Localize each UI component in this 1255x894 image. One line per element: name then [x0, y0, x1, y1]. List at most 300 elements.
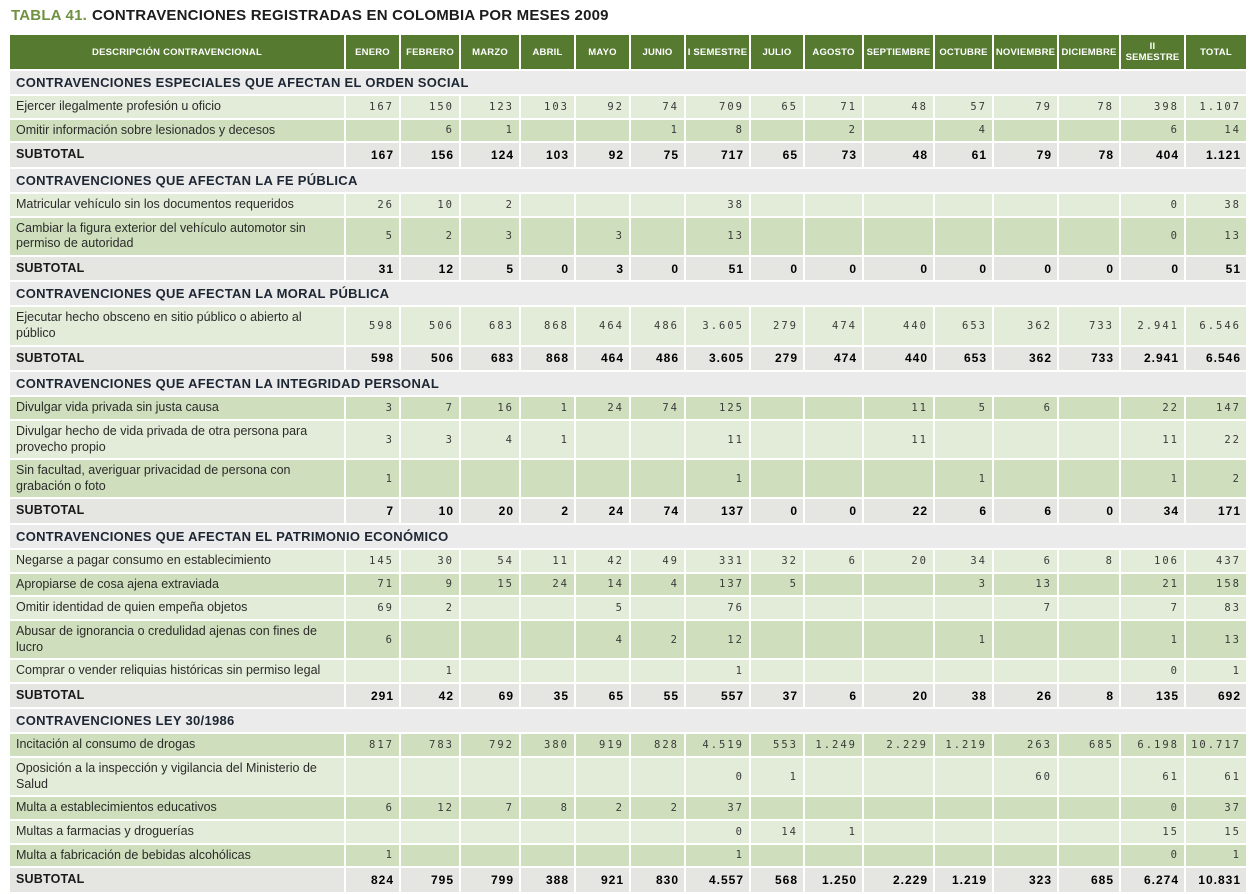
value-cell: 1	[686, 660, 751, 684]
value-cell: 103	[521, 96, 576, 120]
section-header-row-3	[10, 372, 1246, 397]
value-cell: 71	[805, 96, 864, 120]
value-cell: 4	[576, 621, 631, 660]
subtotal-value-cell: 653	[935, 347, 994, 373]
value-cell	[1059, 597, 1121, 621]
subtotal-value-cell: 6	[994, 499, 1059, 525]
value-cell	[805, 460, 864, 499]
subtotal-label: SUBTOTAL	[10, 347, 346, 373]
value-cell: 440	[864, 307, 935, 346]
value-cell: 1	[1186, 845, 1246, 869]
value-cell: 6	[1121, 120, 1186, 144]
value-cell: 38	[1186, 194, 1246, 218]
value-cell	[461, 845, 521, 869]
subtotal-value-cell: 1.121	[1186, 143, 1246, 169]
value-cell: 12	[686, 621, 751, 660]
value-cell	[935, 660, 994, 684]
value-cell	[461, 758, 521, 797]
value-cell: 11	[686, 421, 751, 460]
value-cell: 6	[346, 797, 401, 821]
value-cell	[864, 845, 935, 869]
value-cell: 919	[576, 734, 631, 758]
row-label: Cambiar la figura exterior del vehículo automotor sin permiso de autoridad	[10, 218, 346, 257]
subtotal-value-cell: 48	[864, 143, 935, 169]
value-cell	[576, 821, 631, 845]
subtotal-value-cell: 279	[751, 347, 805, 373]
value-cell: 37	[1186, 797, 1246, 821]
value-cell: 733	[1059, 307, 1121, 346]
value-cell: 4	[461, 421, 521, 460]
value-cell	[521, 660, 576, 684]
value-cell: 1.249	[805, 734, 864, 758]
value-cell	[1059, 120, 1121, 144]
column-header-8: JULIO	[751, 35, 805, 71]
value-cell	[576, 194, 631, 218]
value-cell	[935, 821, 994, 845]
value-cell	[1059, 460, 1121, 499]
value-cell	[401, 845, 461, 869]
value-cell: 158	[1186, 574, 1246, 598]
value-cell: 8	[686, 120, 751, 144]
subtotal-value-cell: 92	[576, 143, 631, 169]
column-header-13: DICIEMBRE	[1059, 35, 1121, 71]
value-cell: 10.717	[1186, 734, 1246, 758]
value-cell: 30	[401, 550, 461, 574]
subtotal-value-cell: 51	[1186, 257, 1246, 283]
value-cell: 817	[346, 734, 401, 758]
value-cell	[935, 845, 994, 869]
value-cell	[461, 660, 521, 684]
value-cell: 709	[686, 96, 751, 120]
subtotal-value-cell: 464	[576, 347, 631, 373]
value-cell	[751, 120, 805, 144]
value-cell: 2	[631, 797, 686, 821]
value-cell: 15	[1121, 821, 1186, 845]
row-label: Sin facultad, averiguar privacidad de persona con grabación o foto	[10, 460, 346, 499]
column-header-10: SEPTIEMBRE	[864, 35, 935, 71]
table-row	[10, 758, 1246, 797]
value-cell	[576, 758, 631, 797]
value-cell: 1	[751, 758, 805, 797]
subtotal-value-cell: 474	[805, 347, 864, 373]
value-cell	[521, 218, 576, 257]
value-cell: 1	[935, 621, 994, 660]
value-cell	[346, 660, 401, 684]
row-label: Comprar o vender reliquias históricas sin permiso legal	[10, 660, 346, 684]
value-cell: 15	[1186, 821, 1246, 845]
value-cell: 3	[346, 397, 401, 421]
table-caption: CONTRAVENCIONES REGISTRADAS EN COLOMBIA POR MESES 2009	[91, 7, 609, 24]
value-cell	[631, 460, 686, 499]
subtotal-value-cell: 55	[631, 684, 686, 710]
value-cell	[1059, 397, 1121, 421]
value-cell	[994, 218, 1059, 257]
subtotal-value-cell: 79	[994, 143, 1059, 169]
value-cell	[521, 758, 576, 797]
value-cell: 1	[346, 460, 401, 499]
subtotal-value-cell: 78	[1059, 143, 1121, 169]
section-header-row-5	[10, 709, 1246, 734]
value-cell: 125	[686, 397, 751, 421]
value-cell: 74	[631, 96, 686, 120]
value-cell	[935, 597, 994, 621]
value-cell: 0	[1121, 845, 1186, 869]
value-cell: 83	[1186, 597, 1246, 621]
subtotal-value-cell: 6	[805, 684, 864, 710]
value-cell: 0	[1121, 194, 1186, 218]
table-row	[10, 120, 1246, 144]
subtotal-value-cell: 20	[864, 684, 935, 710]
value-cell: 11	[864, 397, 935, 421]
value-cell: 1.107	[1186, 96, 1246, 120]
value-cell: 398	[1121, 96, 1186, 120]
subtotal-value-cell: 135	[1121, 684, 1186, 710]
subtotal-value-cell: 156	[401, 143, 461, 169]
row-label: Negarse a pagar consumo en establecimiento	[10, 550, 346, 574]
value-cell	[346, 821, 401, 845]
value-cell: 106	[1121, 550, 1186, 574]
section-header-row-0	[10, 71, 1246, 96]
table-number: TABLA 41.	[11, 7, 87, 24]
subtotal-value-cell: 0	[1059, 499, 1121, 525]
subtotal-row	[10, 347, 1246, 373]
value-cell: 4	[631, 574, 686, 598]
value-cell	[521, 597, 576, 621]
value-cell: 57	[935, 96, 994, 120]
value-cell	[461, 621, 521, 660]
value-cell: 6.198	[1121, 734, 1186, 758]
subtotal-value-cell: 717	[686, 143, 751, 169]
subtotal-value-cell: 0	[805, 499, 864, 525]
subtotal-value-cell: 0	[1121, 257, 1186, 283]
value-cell: 7	[401, 397, 461, 421]
row-label: Oposición a la inspección y vigilancia del Ministerio de Salud	[10, 758, 346, 797]
subtotal-label: SUBTOTAL	[10, 684, 346, 710]
value-cell: 150	[401, 96, 461, 120]
value-cell: 6	[346, 621, 401, 660]
value-cell: 13	[1186, 218, 1246, 257]
value-cell: 11	[864, 421, 935, 460]
value-cell: 123	[461, 96, 521, 120]
value-cell: 34	[935, 550, 994, 574]
value-cell	[401, 460, 461, 499]
value-cell: 486	[631, 307, 686, 346]
subtotal-value-cell: 73	[805, 143, 864, 169]
value-cell: 32	[751, 550, 805, 574]
subtotal-value-cell: 568	[751, 868, 805, 894]
value-cell: 5	[935, 397, 994, 421]
value-cell: 1	[461, 120, 521, 144]
subtotal-value-cell: 440	[864, 347, 935, 373]
value-cell: 4.519	[686, 734, 751, 758]
value-cell	[751, 421, 805, 460]
value-cell	[864, 621, 935, 660]
value-cell	[576, 421, 631, 460]
section-title: CONTRAVENCIONES LEY 30/1986	[10, 709, 1246, 734]
value-cell	[631, 597, 686, 621]
subtotal-value-cell: 2	[521, 499, 576, 525]
value-cell: 24	[576, 397, 631, 421]
table-row	[10, 574, 1246, 598]
value-cell	[864, 597, 935, 621]
value-cell: 61	[1121, 758, 1186, 797]
value-cell: 5	[346, 218, 401, 257]
value-cell: 76	[686, 597, 751, 621]
section-title: CONTRAVENCIONES QUE AFECTAN LA INTEGRIDAD PERSONAL	[10, 372, 1246, 397]
table-row	[10, 194, 1246, 218]
value-cell	[521, 821, 576, 845]
value-cell	[751, 660, 805, 684]
value-cell: 65	[751, 96, 805, 120]
value-cell: 653	[935, 307, 994, 346]
value-cell	[994, 845, 1059, 869]
value-cell	[864, 218, 935, 257]
column-header-1: ENERO	[346, 35, 401, 71]
value-cell: 54	[461, 550, 521, 574]
subtotal-value-cell: 75	[631, 143, 686, 169]
section-title: CONTRAVENCIONES QUE AFECTAN LA MORAL PÚBLICA	[10, 282, 1246, 307]
value-cell: 2	[1186, 460, 1246, 499]
subtotal-value-cell: 171	[1186, 499, 1246, 525]
value-cell: 362	[994, 307, 1059, 346]
section-title: CONTRAVENCIONES ESPECIALES QUE AFECTAN EL ORDEN SOCIAL	[10, 71, 1246, 96]
value-cell: 868	[521, 307, 576, 346]
table-row	[10, 550, 1246, 574]
value-cell: 553	[751, 734, 805, 758]
subtotal-value-cell: 51	[686, 257, 751, 283]
value-cell	[521, 194, 576, 218]
subtotal-value-cell: 6	[935, 499, 994, 525]
value-cell	[521, 460, 576, 499]
value-cell: 12	[401, 797, 461, 821]
value-cell	[1059, 797, 1121, 821]
value-cell	[751, 460, 805, 499]
table-row	[10, 421, 1246, 460]
value-cell: 16	[461, 397, 521, 421]
table-row	[10, 307, 1246, 346]
column-header-0: DESCRIPCIÓN CONTRAVENCIONAL	[10, 35, 346, 71]
table-title	[11, 7, 1246, 24]
subtotal-value-cell: 5	[461, 257, 521, 283]
value-cell: 6	[805, 550, 864, 574]
subtotal-value-cell: 685	[1059, 868, 1121, 894]
value-cell	[805, 797, 864, 821]
value-cell	[994, 621, 1059, 660]
value-cell: 0	[686, 821, 751, 845]
subtotal-value-cell: 0	[864, 257, 935, 283]
value-cell: 792	[461, 734, 521, 758]
subtotal-value-cell: 1.219	[935, 868, 994, 894]
value-cell	[805, 397, 864, 421]
table-row	[10, 797, 1246, 821]
value-cell: 3	[346, 421, 401, 460]
subtotal-value-cell: 0	[521, 257, 576, 283]
value-cell	[1059, 758, 1121, 797]
value-cell: 71	[346, 574, 401, 598]
subtotal-row	[10, 868, 1246, 894]
column-header-2: FEBRERO	[401, 35, 461, 71]
value-cell: 1	[1121, 621, 1186, 660]
value-cell	[994, 797, 1059, 821]
value-cell	[751, 218, 805, 257]
column-header-3: MARZO	[461, 35, 521, 71]
subtotal-label: SUBTOTAL	[10, 257, 346, 283]
value-cell	[631, 821, 686, 845]
value-cell: 2.941	[1121, 307, 1186, 346]
value-cell: 145	[346, 550, 401, 574]
value-cell	[631, 758, 686, 797]
table-row	[10, 821, 1246, 845]
column-header-5: MAYO	[576, 35, 631, 71]
value-cell	[1059, 621, 1121, 660]
value-cell: 464	[576, 307, 631, 346]
subtotal-value-cell: 0	[935, 257, 994, 283]
subtotal-row	[10, 257, 1246, 283]
value-cell: 1	[1186, 660, 1246, 684]
column-header-14: II SEMESTRE	[1121, 35, 1186, 71]
subtotal-value-cell: 2.229	[864, 868, 935, 894]
value-cell: 474	[805, 307, 864, 346]
value-cell: 4	[935, 120, 994, 144]
subtotal-value-cell: 692	[1186, 684, 1246, 710]
table-row	[10, 597, 1246, 621]
value-cell	[576, 120, 631, 144]
subtotal-value-cell: 10.831	[1186, 868, 1246, 894]
subtotal-value-cell: 4.557	[686, 868, 751, 894]
table-row	[10, 460, 1246, 499]
value-cell: 1	[401, 660, 461, 684]
subtotal-value-cell: 0	[631, 257, 686, 283]
table-row	[10, 96, 1246, 120]
value-cell: 13	[994, 574, 1059, 598]
value-cell: 60	[994, 758, 1059, 797]
subtotal-value-cell: 6.546	[1186, 347, 1246, 373]
value-cell: 69	[346, 597, 401, 621]
value-cell	[1059, 845, 1121, 869]
value-cell: 167	[346, 96, 401, 120]
value-cell	[994, 194, 1059, 218]
value-cell: 38	[686, 194, 751, 218]
value-cell	[401, 621, 461, 660]
value-cell	[521, 845, 576, 869]
subtotal-value-cell: 6.274	[1121, 868, 1186, 894]
value-cell	[631, 218, 686, 257]
value-cell	[994, 120, 1059, 144]
value-cell	[1059, 660, 1121, 684]
row-label: Divulgar vida privada sin justa causa	[10, 397, 346, 421]
value-cell	[805, 758, 864, 797]
value-cell	[401, 758, 461, 797]
value-cell: 1	[935, 460, 994, 499]
subtotal-value-cell: 0	[751, 257, 805, 283]
value-cell: 1	[805, 821, 864, 845]
subtotal-value-cell: 921	[576, 868, 631, 894]
value-cell: 14	[576, 574, 631, 598]
value-cell: 74	[631, 397, 686, 421]
table-row	[10, 845, 1246, 869]
table-row	[10, 397, 1246, 421]
section-header-row-4	[10, 525, 1246, 550]
value-cell: 61	[1186, 758, 1246, 797]
subtotal-value-cell: 65	[576, 684, 631, 710]
value-cell	[751, 597, 805, 621]
subtotal-value-cell: 37	[751, 684, 805, 710]
value-cell: 49	[631, 550, 686, 574]
subtotal-value-cell: 103	[521, 143, 576, 169]
value-cell: 13	[686, 218, 751, 257]
value-cell: 380	[521, 734, 576, 758]
subtotal-row	[10, 143, 1246, 169]
value-cell	[631, 660, 686, 684]
value-cell	[751, 397, 805, 421]
value-cell	[1059, 574, 1121, 598]
value-cell	[1059, 194, 1121, 218]
value-cell: 2	[805, 120, 864, 144]
value-cell: 5	[576, 597, 631, 621]
column-header-15: TOTAL	[1186, 35, 1246, 71]
value-cell: 48	[864, 96, 935, 120]
value-cell: 21	[1121, 574, 1186, 598]
value-cell	[401, 821, 461, 845]
value-cell: 147	[1186, 397, 1246, 421]
subtotal-value-cell: 1.250	[805, 868, 864, 894]
value-cell	[994, 660, 1059, 684]
value-cell: 685	[1059, 734, 1121, 758]
value-cell: 7	[1121, 597, 1186, 621]
row-label: Ejercer ilegalmente profesión u oficio	[10, 96, 346, 120]
subtotal-value-cell: 598	[346, 347, 401, 373]
value-cell: 9	[401, 574, 461, 598]
value-cell: 3	[461, 218, 521, 257]
value-cell: 3.605	[686, 307, 751, 346]
section-header-row-1	[10, 169, 1246, 194]
subtotal-value-cell: 388	[521, 868, 576, 894]
value-cell: 2	[461, 194, 521, 218]
value-cell	[1059, 218, 1121, 257]
value-cell: 137	[686, 574, 751, 598]
subtotal-value-cell: 167	[346, 143, 401, 169]
subtotal-value-cell: 69	[461, 684, 521, 710]
value-cell: 7	[994, 597, 1059, 621]
table-row	[10, 218, 1246, 257]
subtotal-value-cell: 683	[461, 347, 521, 373]
value-cell: 2	[576, 797, 631, 821]
value-cell	[994, 460, 1059, 499]
value-cell	[864, 460, 935, 499]
subtotal-row	[10, 499, 1246, 525]
value-cell: 15	[461, 574, 521, 598]
value-cell	[935, 218, 994, 257]
value-cell	[576, 460, 631, 499]
subtotal-value-cell: 0	[994, 257, 1059, 283]
value-cell: 2	[631, 621, 686, 660]
subtotal-value-cell: 362	[994, 347, 1059, 373]
value-cell: 7	[461, 797, 521, 821]
row-label: Matricular vehículo sin los documentos requeridos	[10, 194, 346, 218]
value-cell: 506	[401, 307, 461, 346]
value-cell	[751, 621, 805, 660]
subtotal-value-cell: 0	[751, 499, 805, 525]
subtotal-value-cell: 34	[1121, 499, 1186, 525]
value-cell: 0	[1121, 660, 1186, 684]
value-cell: 14	[1186, 120, 1246, 144]
column-header-4: ABRIL	[521, 35, 576, 71]
value-cell	[346, 758, 401, 797]
subtotal-value-cell: 3.605	[686, 347, 751, 373]
value-cell: 331	[686, 550, 751, 574]
value-cell: 8	[521, 797, 576, 821]
subtotal-value-cell: 506	[401, 347, 461, 373]
